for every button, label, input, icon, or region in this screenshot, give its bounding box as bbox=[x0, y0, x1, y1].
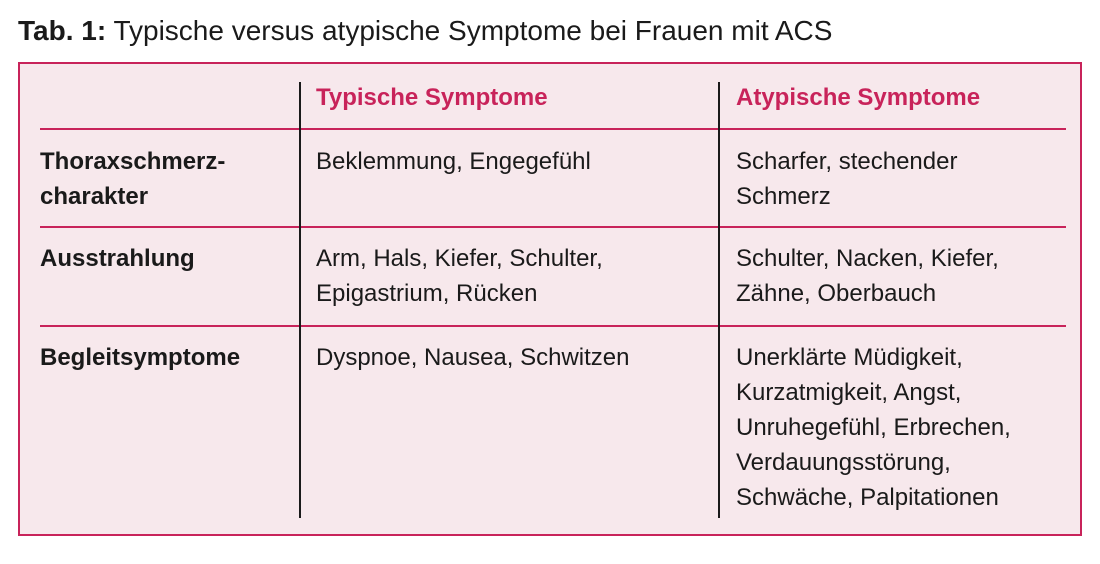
row-separator-1 bbox=[40, 226, 1066, 228]
cell-thoraxschmerz-typical: Beklemmung, Engegefühl bbox=[316, 148, 591, 175]
column-header-atypical: Atypische Symptome bbox=[736, 84, 981, 111]
row-header-thoraxschmerz: Thoraxschmerz- charakter bbox=[40, 148, 226, 210]
cell-thoraxschmerz-atypical: Scharfer, stechender Schmerz bbox=[736, 148, 958, 210]
table-caption bbox=[18, 14, 832, 48]
symptom-table bbox=[18, 62, 1082, 536]
column-header-typical: Typische Symptome bbox=[316, 84, 548, 111]
row-header-ausstrahlung: Ausstrahlung bbox=[40, 245, 195, 272]
row-header-begleitsymptome: Begleitsymptome bbox=[40, 344, 241, 371]
column-separator-2 bbox=[718, 82, 720, 518]
cell-begleitsymptome-typical: Dyspnoe, Nausea, Schwitzen bbox=[316, 344, 630, 371]
row-separator-2 bbox=[40, 325, 1066, 327]
cell-begleitsymptome-atypical: Unerklärte Müdigkeit, Kurzatmigkeit, Angst, Unruhegefühl, Erbrechen, Verdauungsstörung, Schwäche, Palpitationen bbox=[736, 344, 1011, 511]
cell-ausstrahlung-atypical: Schulter, Nacken, Kiefer, Zähne, Oberbauch bbox=[736, 245, 999, 307]
caption-text: Typische versus atypische Symptome bei Frauen mit ACS bbox=[113, 15, 833, 46]
cell-ausstrahlung-typical: Arm, Hals, Kiefer, Schulter, Epigastrium, Rücken bbox=[316, 245, 603, 307]
header-separator bbox=[40, 128, 1066, 130]
caption-label: Tab. 1: bbox=[18, 15, 107, 46]
column-separator-1 bbox=[299, 82, 301, 518]
